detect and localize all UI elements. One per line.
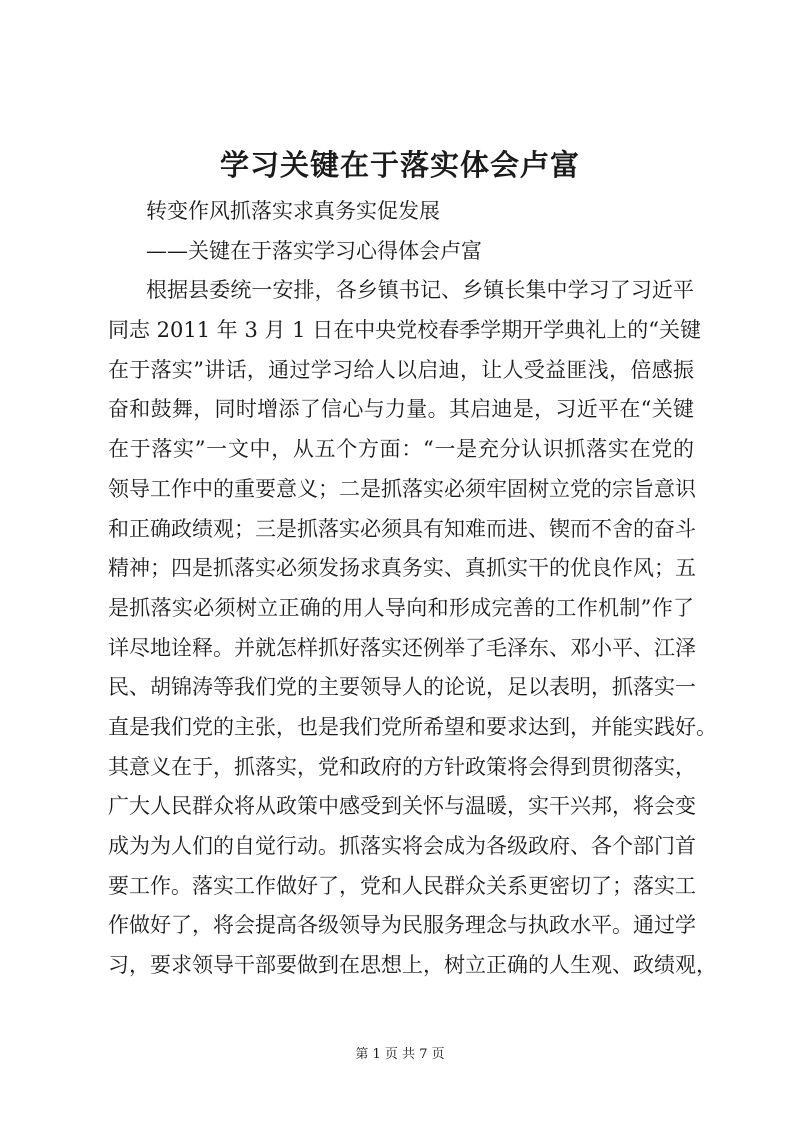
- subtitle-2: ——关键在于落实学习心得体会卢富: [146, 238, 482, 263]
- paragraph-line: 广大人民群众将从政策中感受到关怀与温暖，实干兴邦，将会变: [108, 794, 696, 819]
- document-title: 学习关键在于落实体会卢富: [219, 148, 580, 182]
- page-footer: 第 1 页 共 7 页: [355, 1047, 445, 1062]
- paragraph-line: 要工作。落实工作做好了，党和人民群众关系更密切了；落实工: [108, 873, 696, 898]
- paragraph-line: 和正确政绩观；三是抓落实必须具有知难而进、锲而不舍的奋斗: [108, 516, 696, 541]
- paragraph: [108, 271, 717, 985]
- paragraph-line: 是抓落实必须树立正确的用人导向和形成完善的工作机制”作了: [108, 595, 694, 620]
- paragraph-line: 习，要求领导干部要做到在思想上，树立正确的人生观、政绩观，: [108, 953, 717, 978]
- paragraph-line: 作做好了，将会提高各级领导为民服务理念与执政水平。通过学: [108, 913, 696, 938]
- paragraph-line: 在于落实”讲话，通过学习给人以启迪，让人受益匪浅，倍感振: [108, 357, 694, 382]
- paragraph-line: 直是我们党的主张，也是我们党所希望和要求达到，并能实践好。: [108, 714, 717, 739]
- paragraph-line: 民、胡锦涛等我们党的主要领导人的论说，足以表明，抓落实一: [108, 675, 696, 700]
- paragraph-line: 在于落实”一文中，从五个方面：“一是充分认识抓落实在党的: [108, 437, 694, 462]
- paragraph-line: 根据县委统一安排，各乡镇书记、乡镇长集中学习了习近平: [146, 278, 694, 303]
- paragraph-line: 同志 2011 年 3 月 1 日在中央党校春季学期开学典礼上的“关键: [108, 318, 701, 343]
- paragraph-line: 领导工作中的重要意义；二是抓落实必须牢固树立党的宗旨意识: [108, 476, 696, 501]
- paragraph-line: 奋和鼓舞，同时增添了信心与力量。其启迪是，习近平在“关键: [108, 397, 694, 422]
- document-body: [108, 192, 717, 986]
- paragraph-line: 成为为人们的自觉行动。抓落实将会成为各级政府、各个部门首: [108, 834, 696, 858]
- paragraph-line: 精神；四是抓落实必须发扬求真务实、真抓实干的优良作风；五: [108, 556, 696, 581]
- paragraph-line: 其意义在于，抓落实，党和政府的方针政策将会得到贯彻落实，: [108, 754, 696, 779]
- paragraph-line: 详尽地诠释。并就怎样抓好落实还例举了毛泽东、邓小平、江泽: [108, 635, 696, 660]
- subtitle-1: 转变作风抓落实求真务实促发展: [146, 199, 440, 223]
